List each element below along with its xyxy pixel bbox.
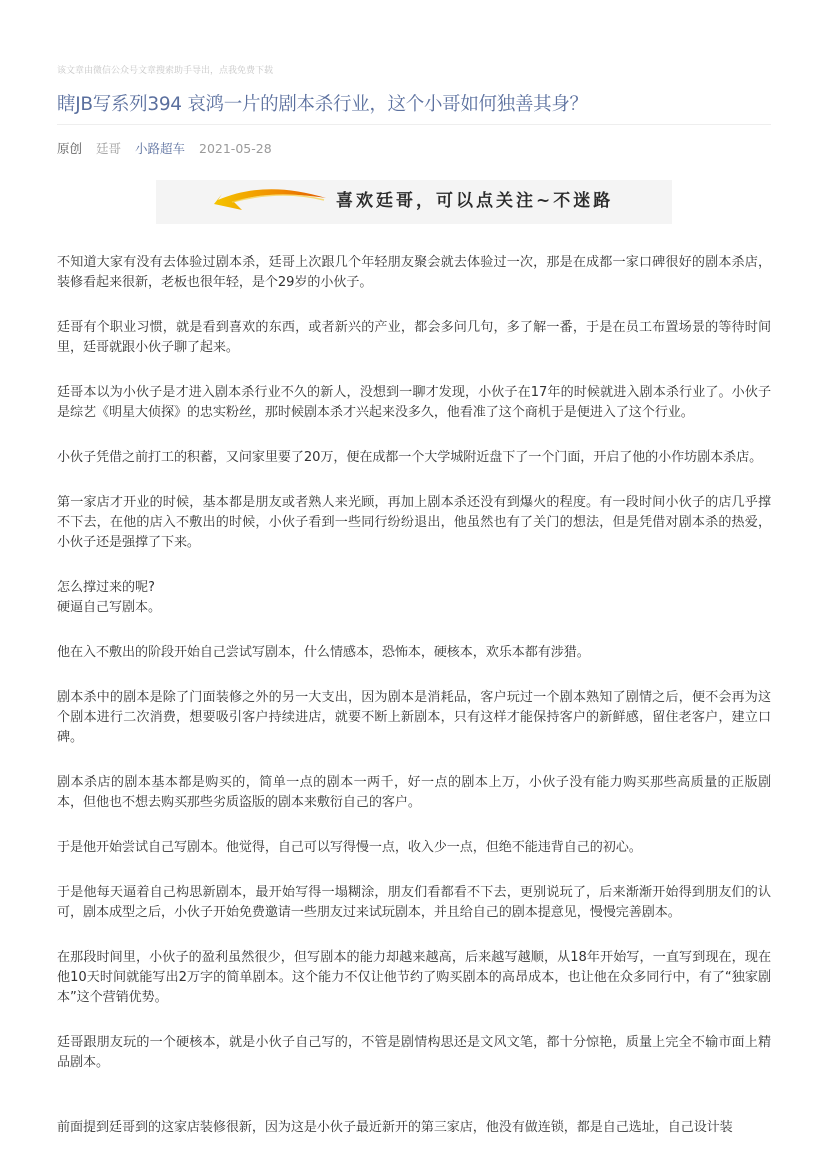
publish-date: 2021-05-28 <box>199 141 272 156</box>
paragraph: 廷哥跟朋友玩的一个硬核本，就是小伙子自己写的，不管是剧情构思还是文风文笔，都十分惊艳，质量上完全不输市面上精品剧本。 <box>57 1035 771 1070</box>
author-name: 廷哥 <box>96 141 122 156</box>
paragraph: 剧本杀中的剧本是除了门面装修之外的另一大支出，因为剧本是消耗品，客户玩过一个剧本熟知了剧情之后，便不会再为这个剧本进行二次消费，想要吸引客户持续进店，就要不断上新剧本，只有这样才能保持客户的新鲜感，留住老客户，建立口碑。 <box>57 690 771 745</box>
account-name-link[interactable]: 小路超车 <box>135 141 186 156</box>
article-meta <box>57 140 282 158</box>
article-title: 瞎JB写系列394 哀鸿一片的剧本杀行业，这个小哥如何独善其身？ <box>57 94 588 115</box>
paragraph: 他在入不敷出的阶段开始自己尝试写剧本，什么情感本，恐怖本，硬核本，欢乐本都有涉猎。 <box>57 645 590 660</box>
follow-banner <box>156 180 672 224</box>
paragraph: 于是他开始尝试自己写剧本。他觉得，自己可以写得慢一点，收入少一点，但绝不能违背自己的初心。 <box>57 840 642 855</box>
paragraph: 剧本杀店的剧本基本都是购买的，简单一点的剧本一两千，好一点的剧本上万，小伙子没有能力购买那些高质量的正版剧本，但他也不想去购买那些劣质盗版的剧本来敷衍自己的客户。 <box>57 775 771 810</box>
paragraph: 第一家店才开业的时候，基本都是朋友或者熟人来光顾，再加上剧本杀还没有到爆火的程度。有一段时间小伙子的店几乎撑不下去，在他的店入不敷出的时候，小伙子看到一些同行纷纷退出，他虽然也有了关门的想法，但是凭借对剧本杀的热爱，小伙子还是强撑了下来。 <box>57 495 771 550</box>
paragraph: 于是他每天逼着自己构思新剧本，最开始写得一塌糊涂，朋友们看都看不下去，更别说玩了，后来渐渐开始得到朋友们的认可，剧本成型之后，小伙子开始免费邀请一些朋友过来试玩剧本，并且给自己的剧本提意见，慢慢完善剧本。 <box>57 885 771 920</box>
paragraph: 不知道大家有没有去体验过剧本杀，廷哥上次跟几个年轻朋友聚会就去体验过一次，那是在成都一家口碑很好的剧本杀店，装修看起来很新，老板也很年轻，是个29岁的小伙子。 <box>57 255 771 290</box>
paragraph: 小伙子凭借之前打工的积蓄，又问家里要了20万，便在成都一个大学城附近盘下了一个门面，开启了他的小作坊剧本杀店。 <box>57 450 763 465</box>
paragraph: 怎么撑过来的呢? <box>57 580 155 595</box>
export-note-link[interactable]: 该文章由微信公众号文章搜索助手导出，点我免费下载 <box>57 66 274 76</box>
paragraph: 硬逼自己写剧本。 <box>57 600 161 615</box>
paragraph: 廷哥本以为小伙子是才进入剧本杀行业不久的新人，没想到一聊才发现，小伙子在17年的时候就进入剧本杀行业了。小伙子是综艺《明星大侦探》的忠实粉丝，那时候剧本杀才兴起来没多久，他看准了这个商机于是便进入了这个行业。 <box>57 385 771 420</box>
article-body <box>57 253 771 1163</box>
paragraph: 在那段时间里，小伙子的盈利虽然很少，但写剧本的能力却越来越高，后来越写越顺，从18年开始写，一直写到现在，现在他10天时间就能写出2万字的简单剧本。这个能力不仅让他节约了购买剧本的高昂成本，也让他在众多同行中，有了“独家剧本”这个营销优势。 <box>57 950 771 1005</box>
paragraph: 廷哥有个职业习惯，就是看到喜欢的东西，或者新兴的产业，都会多问几句，多了解一番，于是在员工布置场景的等待时间里，廷哥就跟小伙子聊了起来。 <box>57 320 771 355</box>
title-divider <box>57 124 771 125</box>
paragraph: 前面提到廷哥到的这家店装修很新，因为这是小伙子最近新开的第三家店，他没有做连锁，都是自己选址，自己设计装 <box>57 1120 733 1135</box>
banner-text: 喜欢廷哥，可以点关注~不迷路 <box>336 191 614 211</box>
original-tag: 原创 <box>57 141 83 156</box>
